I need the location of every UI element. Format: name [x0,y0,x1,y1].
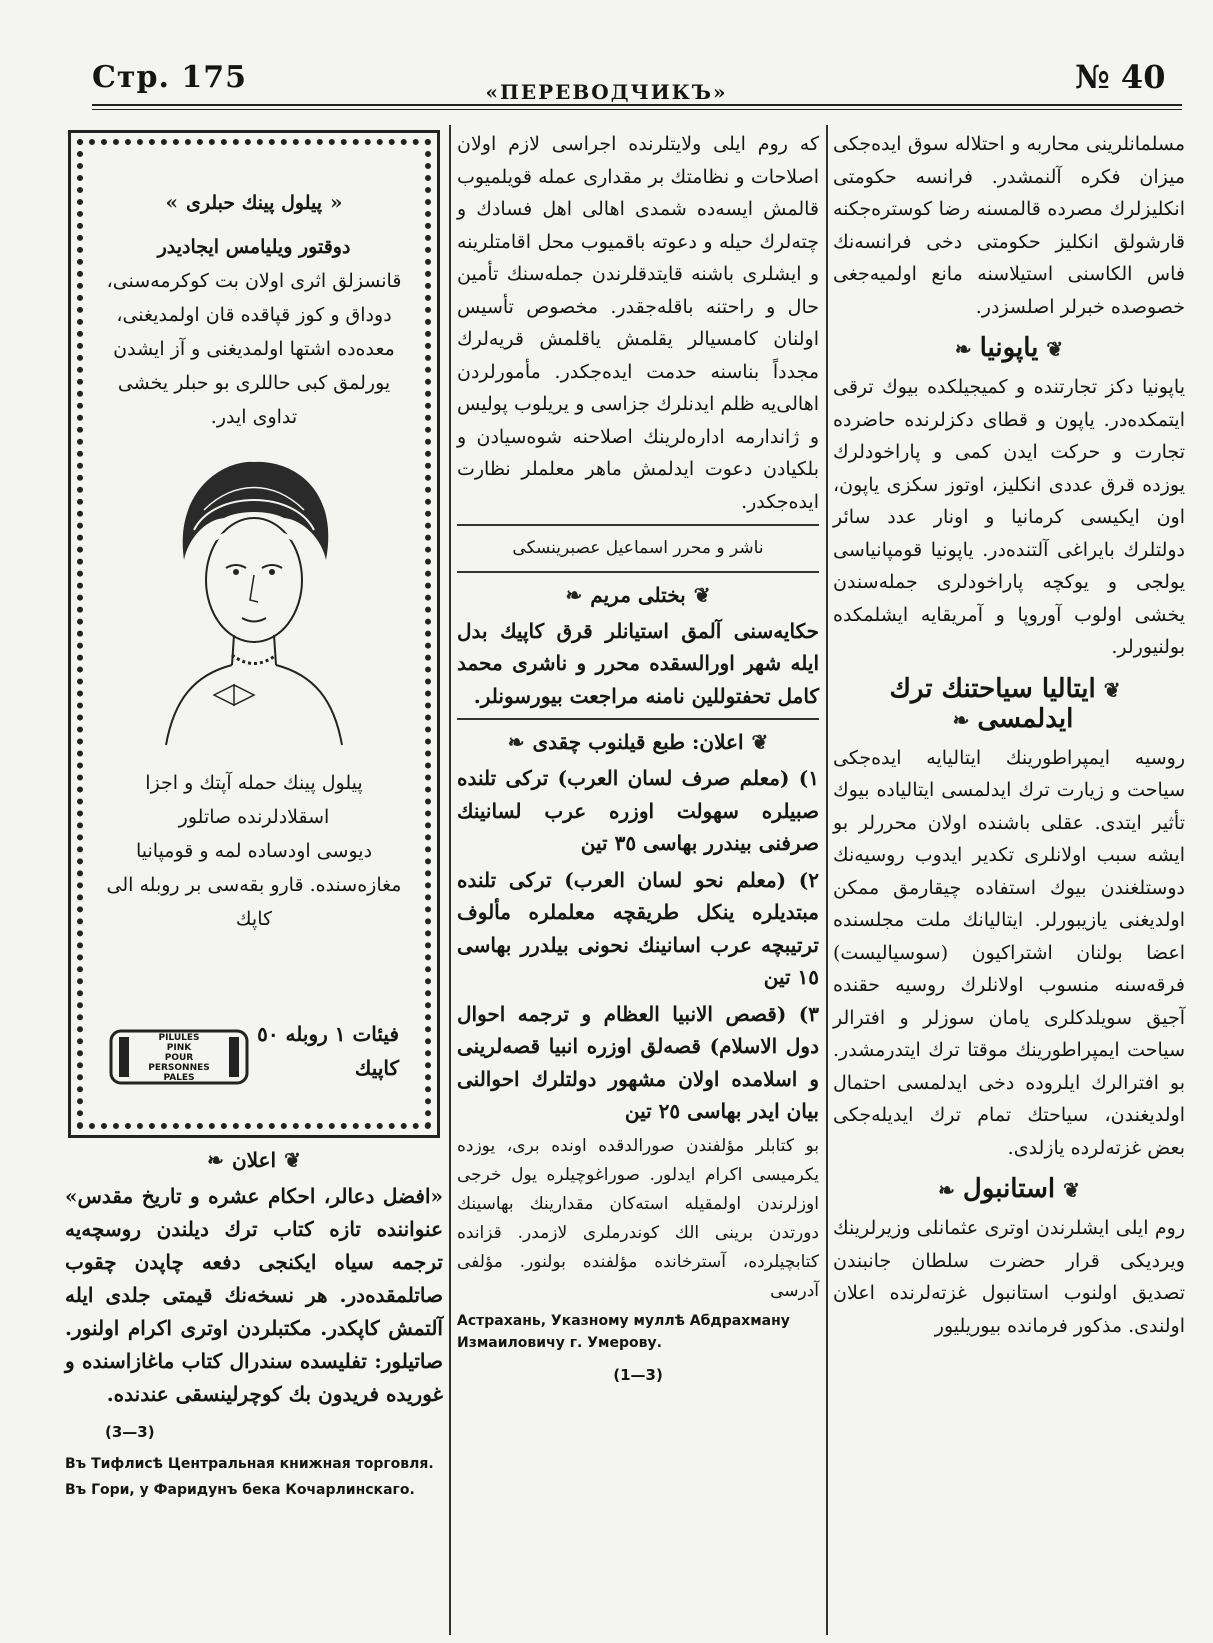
ad-heading: ❦بختلی مریم❧ [565,582,711,607]
ornament-icon: ❧ [565,582,583,607]
ornament-icon: ❦ [284,1148,301,1172]
page-number: Стр. 175 [92,60,247,95]
ornament-icon: ❧ [952,707,970,732]
header-rule [92,104,1182,106]
ornament-icon: ❧ [938,1178,955,1202]
column-divider [449,125,451,1635]
divider [457,524,819,526]
price-label: فیئات ١ روبله ٥٠ کاپیك [257,1022,399,1080]
article-paragraph: مسلمانلرینی محاربه و احتلاله سوق ایده‌جکی میزان فکره آلنمشدر. فرانسه حکومتی انکلیزلرك مصرده قالمسنه رضا کوستره‌جکنه قارشولق انکلیز حکومتی دخی فرانسه‌نك فاس الکاسنی استیلاسنه مانع اولمیه‌جغی خصوصده خبرلر اصلسزدر. [833,133,1185,318]
ad-item: ٢) (معلم نحو لسان العرب) ترکی تلنده مبتدیلره ینکل طریقچه معلملره مألوف ترتیبچه عرب اسانینك نحونی بیلدرر بهاسی ١٥ تین [457,867,819,989]
ornament-icon: ❦ [1103,677,1121,702]
ornament-icon: ❧ [507,730,525,754]
woman-portrait-illustration [154,450,354,750]
quote-icon: « [330,190,343,214]
pill-label: PALES [163,1073,195,1083]
russian-line: Въ Гори, у Фаридунъ бека Кочарлинскаго. [65,1481,415,1498]
ornament-icon: ❦ [751,730,769,754]
ornament-icon: ❦ [1046,337,1064,361]
ad-paragraph: حکایه‌سنی آلمق استیانلر قرق کاپیك بدل ایله شهر اورالسقده محرر و ناشری محمد کامل تحفتوللین نامنه مراجعت بیورسونلر. [457,618,819,708]
russian-address: Астрахань, Указному муллѣ Абдрахману Измаиловичу г. Умерову. [457,1312,790,1351]
ad-description: دیوسی اودساده لمه و قومپانیا مغازه‌سنده. قارو بقه‌سی بر روبله الی کاپك [106,840,402,930]
announcement-paragraph: «افضل دعالر، احکام عشره و تاریخ مقدس» عنواننده تازه کتاب ترك دیلندن روسچه‌یه ترجمه سیاه ایکنجی دفعه چاپدن چقوب صاتلمقده‌در. هر نسخه‌نك قیمتی جلدی ایله آلتمش کاپکدر. مکتبلردن اوتری اکرام اولنور. صاتیلور: تفلیسده سندرال کتاب ماغازاسنده و غوریده فریدون بك کوچرلینسقی عندنده. [65,1184,443,1406]
quote-icon: » [165,190,178,214]
pill-label: PINK [166,1043,192,1053]
section-heading: ❦استانبول❧ [938,1174,1080,1204]
counter-label: (3—1) [613,1365,663,1384]
ad-title: «پیلول پینك حبلری» [165,190,343,214]
ornament-icon: ❦ [693,582,711,607]
article-paragraph: روسیه ایمپراطورینك ایتالیایه ایده‌جکی سیاحت و زیارت ترك ایدلمسی ایتالیاده بیوك تأثیر ایتدی. عقلی باشنده اولان محررلر بو ایشه سبب اولانلری تکدیر ایدوب روسیه‌نك دوستلغندن بیوك استفاده چیقارمق ممکن اولدیغنی یازیبورلر. ایتالیانك ملت مجلسنده اعضا بولنان اشتراکیون (سوسیالیست) فرقه‌سنه منسوب اولانلرك روسیه حقنده آجیق سویلدکلری یامان سوزلر و افترالر سیاحت ایمپراطورینك موقتا ترك ایتدرمشدر. بو افترالرك ایلروده دخی ایدلمسی احتمال اولدیغندن، سیاحتك تمام ترك ایدیله‌جکی بعض غزته‌لرده یازلدی. [833,746,1185,1159]
pill-label: PILULES [158,1033,200,1043]
ornament-icon: ❦ [1063,1178,1080,1202]
section-heading: ❦یاپونیا❧ [954,333,1064,363]
ornament-icon: ❧ [954,337,972,361]
article-paragraph: روم ایلی ایشلرندن اوتری عثمانلی وزیرلرینك ویردیکی قرار حضرت سلطان جانبندن تصدیق اولنوب استانبول غزته‌لرنده اعلان اولندی. مذکور فرمانده بیوریلیور [833,1217,1185,1337]
ad-subtitle: دوقتور ویلیامس ایجادیدر [157,236,351,258]
right-column [833,128,1185,1346]
column-divider [826,125,828,1635]
issue-number: № 40 [1075,58,1166,96]
counter-label: (3—3) [105,1423,155,1441]
pill-label: PERSONNES [148,1063,210,1073]
article-paragraph: که روم ایلی ولایتلرنده اجراسی لازم اولان اصلاحات و نظامتك بر مقداری عمله قویلمیوب قالمش ایسه‌ده شمدی اهالی اهل فسادك و چته‌لرك حیله و دعوته باقمیوب محل اقامتلرینه و ایشلری باشنه قایتدقلرندن جمله‌سنك تأمین حال و راحتنه باقله‌جقدر. مخصوص تأسیس اولنان کامسیالر یقلمش یاقلمش قریه‌لرك مجدداً بناسنه حدمت ایده‌جکدر. مأمورلردن اهالی‌یه ظلم ایدنلرك جزاسی و یریلوب پولیس و ژاندارمه اداره‌لرینك اصلاحنه شوه‌سیادن و بلکیادن دعوت ایدلمش ماهر معلملر نظارت ایده‌جکدر. [457,133,819,513]
article-paragraph: یاپونیا دکز تجارتنده و کمیجیلکده بیوك ترقی ایتمکده‌در. یاپون و قطای دکزلرنده حاضرده تجارت و حرکت ایدن کمی و پاراخودلرك یوزده قرق عددی انکلیز، اوتوز سکزی یاپون، اون ایکیسی کرمانیا و اونار عدد سائر دولتلرك بایراغی آلتنده‌در. یاپونیا قومپانیاسی یولجی و یوکچه پاراخودلری جمله‌سندن یخشی اولوب آوروپا و آمریقایه ایشلمکده بولنیورلر. [833,376,1185,658]
left-column-announcement [65,1148,443,1505]
page-header [0,0,1213,110]
pill-label: POUR [164,1053,194,1063]
russian-line: Въ Тифлисѣ Центральная книжная торговля. [65,1455,434,1472]
ad-note: بو کتابلر مؤلفندن صورالدقده اونده بری، یوزده یکرمیسی اکرام ایدلور. صوراغوچیلره یول خرجی اوزلرندن اولمقیله استه‌کان مقدارینك بهاسینك دورتدن برینی الك کوندرملری لازمدر. قزانده کتابچیلرده، آسترخانده مؤلفنده بولنور. مؤلفی آدرسی [457,1135,819,1301]
ad-item: ١) (معلم صرف لسان العرب) ترکی تلنده صبیلره سهولت اوزره عرب لسانینك صرفنی بیندرر بهاسی ٣٥ تین [457,766,819,855]
ad-heading: ❦اعلان: طبع قیلنوب چقدی❧ [507,730,769,754]
divider [457,718,819,720]
ad-description: پیلول پینك حمله آپتك و اجزا اسقلادلرنده صاتلور [145,772,363,828]
middle-column [457,128,819,1395]
price-row [99,1017,409,1097]
section-heading: ❦اعلان❧ [207,1148,301,1172]
publisher-line: ناشر و محرر اسماعیل عصبرینسکی [512,538,764,558]
header-rule-thin [92,109,1182,110]
ad-description: قانسزلق اثری اولان بت کوکرمه‌سنی، دوداق و کوز قپاقده قان اولمدیغنی، معده‌ده اشتها اولمدیغنی و آز ایشدن یورلمق کبی حاللری بو حبلر یخشی تداوی ایدر. [106,270,402,428]
pill-advertisement [68,130,440,1138]
divider [457,571,819,573]
section-heading: ❦ایتالیا سیاحتنك ترك ایدلمسی❧ [889,673,1121,734]
newspaper-title: «ПЕРЕВОДЧИКЪ» [485,80,728,104]
ornament-icon: ❧ [207,1148,224,1172]
ad-item: ٣) (قصص الانبیا العظام و ترجمه احوال دول الاسلام) قصه‌لق اوزره انبیا قصه‌لرینی و اسلامده اولان مشهور دولتلرك احوالنی بیان ایدر بهاسی ٢٥ تین [457,1001,819,1123]
